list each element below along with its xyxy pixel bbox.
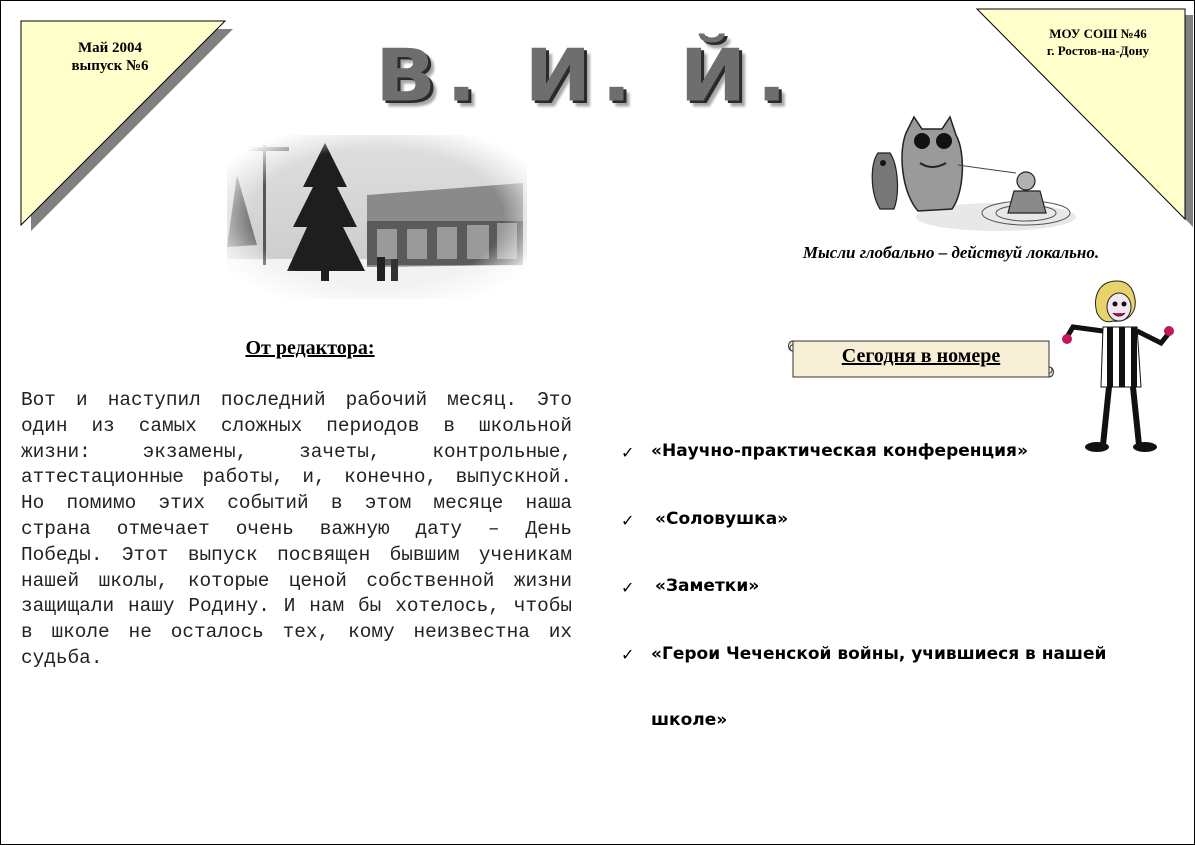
masthead <box>301 29 871 123</box>
list-item-text: «Герои Чеченской войны, учившиеся в нашей школе» <box>651 644 1107 730</box>
list-item-text: «Заметки» <box>655 576 760 596</box>
list-item-text: «Соловушка» <box>655 509 789 529</box>
masthead-title: В. И. Й. <box>375 33 797 118</box>
contents-heading: Сегодня в номере <box>841 345 1001 367</box>
check-icon: ✓ <box>621 578 635 597</box>
issue-corner-tab <box>15 15 235 235</box>
school-info <box>1023 25 1173 59</box>
clown-figure <box>1057 277 1177 457</box>
school-name: МОУ СОШ №46 <box>1049 26 1147 41</box>
cartoon-monsters <box>856 113 1096 241</box>
editor-heading: От редактора: <box>245 337 375 359</box>
school-city: г. Ростов-на-Дону <box>1046 43 1150 58</box>
school-photo <box>227 135 527 299</box>
issue-info <box>55 39 165 75</box>
issue-number: выпуск №6 <box>71 58 149 74</box>
editor-text: Вот и наступил последний рабочий месяц. Это один из самых сложных периодов в школьной жизни: экзамены, зачеты, контрольные, аттестационные работы, и, конечно, выпускной. Но помимо этих событий в этом месяце наша страна отмечает очень важную дату – День Победы. Этот выпуск посвящен бывшим ученикам нашей школы, которые ценой собственной жизни защищали нашу Родину. И нам бы хотелось, чтобы в школе не осталось тех, кому неизвестна их судьба. <box>21 389 572 669</box>
check-icon: ✓ <box>621 443 635 462</box>
issue-date: Май 2004 <box>77 40 143 56</box>
list-item-text: «Научно-практическая конференция» <box>651 441 1028 461</box>
check-icon: ✓ <box>621 511 635 530</box>
check-icon: ✓ <box>621 645 635 664</box>
slogan: Мысли глобально – действуй локально. <box>802 243 1100 262</box>
contents-banner <box>785 335 1057 383</box>
